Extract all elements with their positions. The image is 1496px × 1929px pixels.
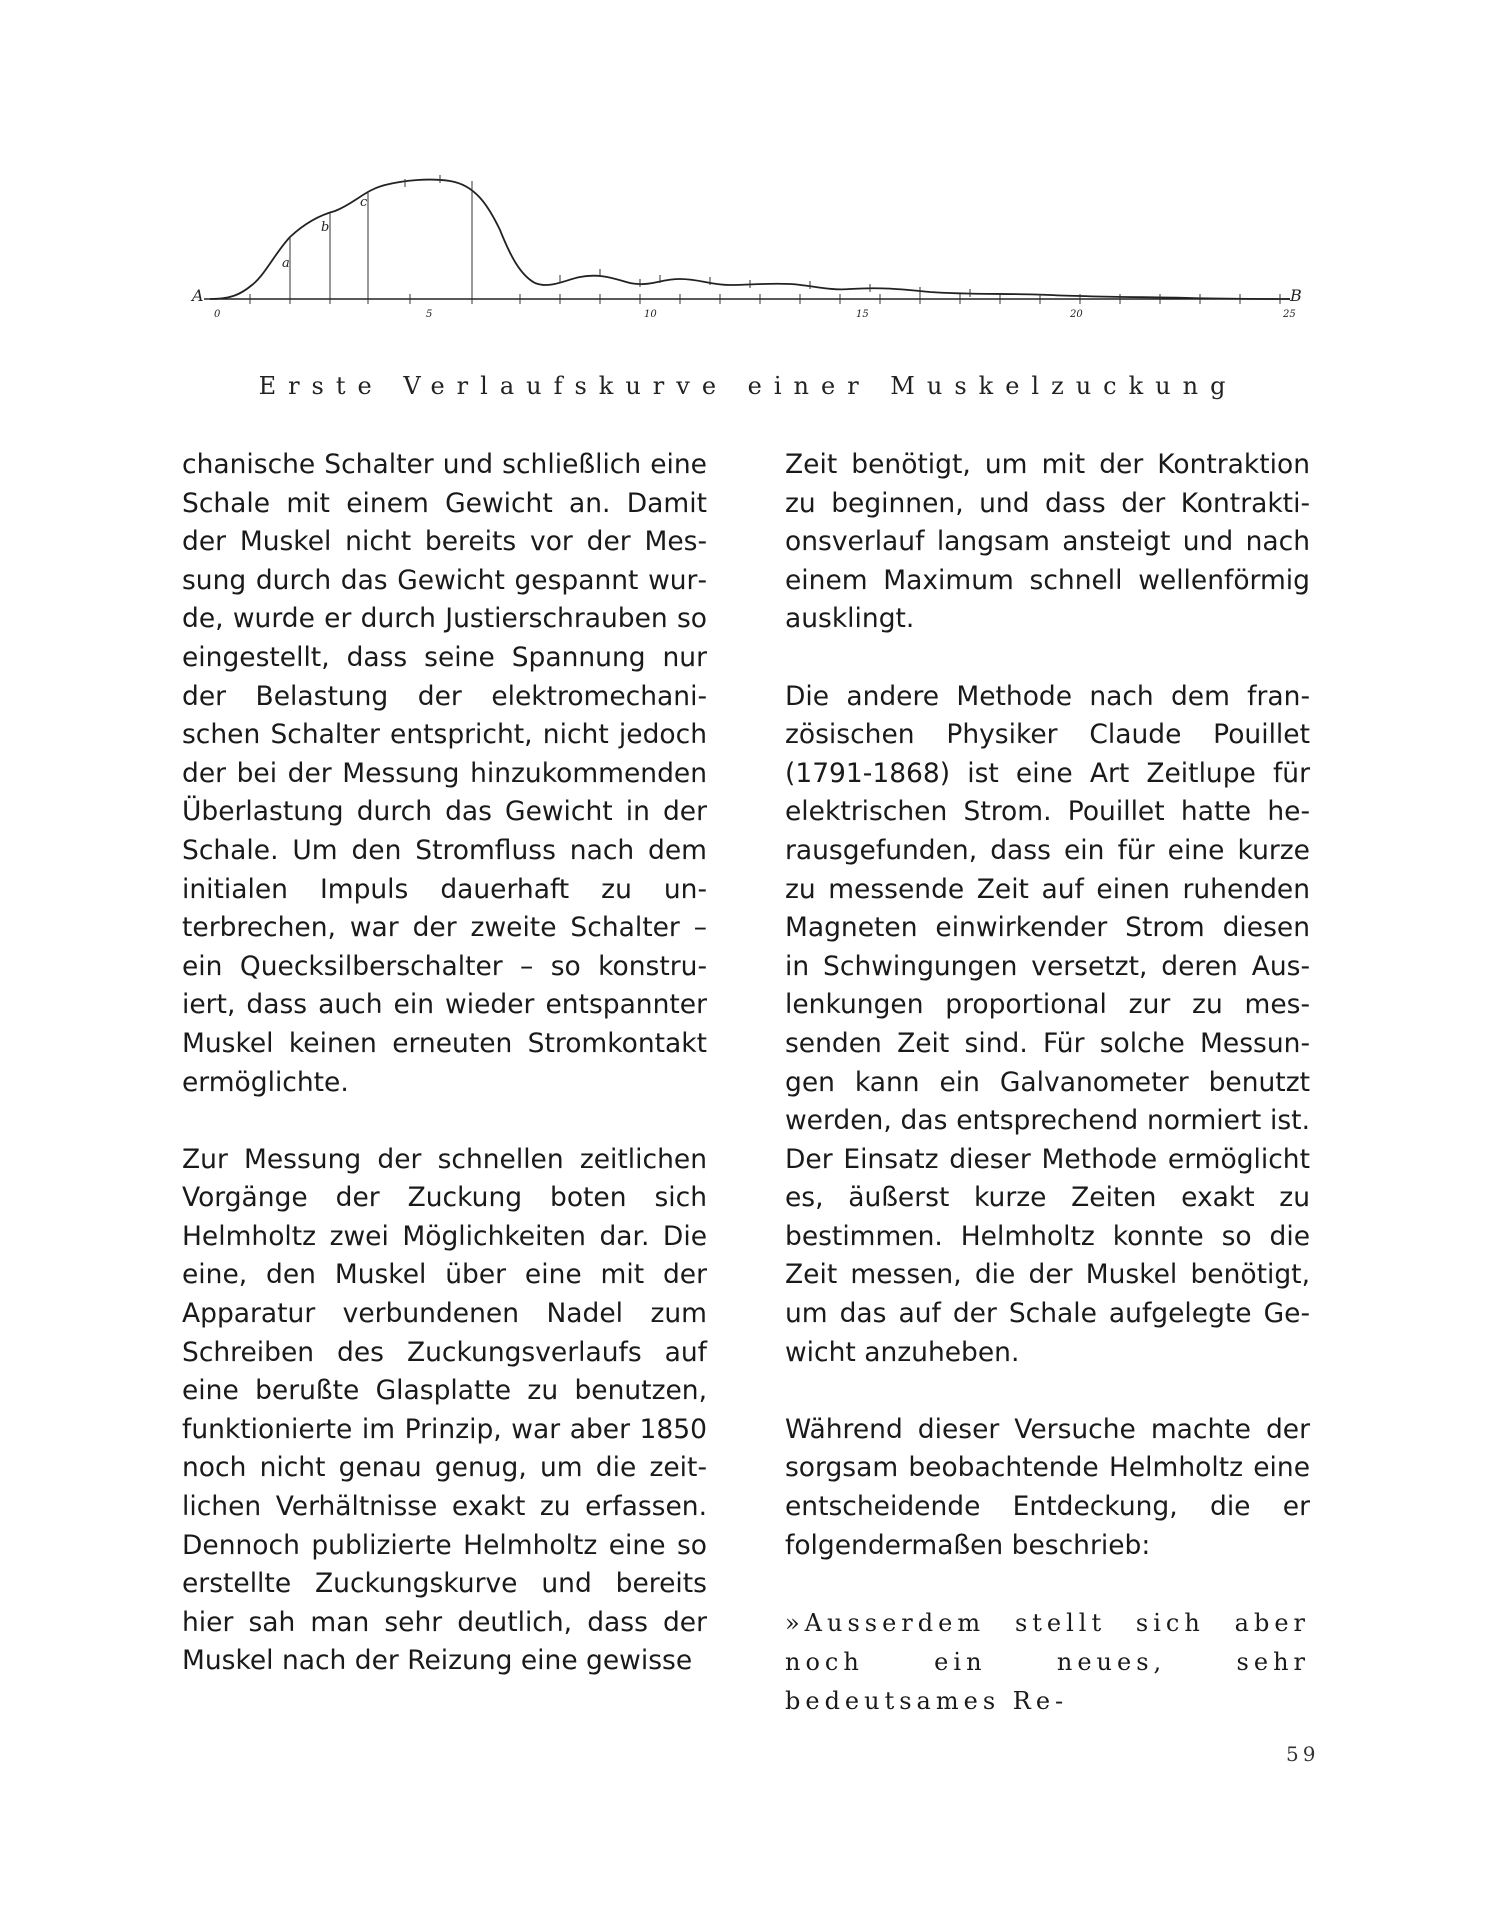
tick-label-15: 15 <box>856 309 869 320</box>
tick-label-10: 10 <box>644 309 657 320</box>
figure-caption: Erste Verlaufskurve einer Muskelzuckung <box>258 372 1238 400</box>
left-paragraph-1: chanische Schalter und schließlich eine Schale mit einem Gewicht an. Damit der Muskel nicht bereits vor der Messung durch das Gewicht gespannt wurde, wurde er durch Justierschrauben so eingestellt, dass seine Spannung nur der Belastung der elektromechanischen Schalter entspricht, nicht jedoch der bei der Messung hinzukommenden Überlastung durch das Gewicht in der Schale. Um den Stromfluss nach dem initialen Impuls dauerhaft zu unterbrechen, war der zweite Schalter – ein Quecksilberschalter – so konstruiert, dass auch ein wieder entspannter Muskel keinen erneuten Stromkontakt ermöglichte. <box>182 449 707 1098</box>
right-paragraph-3: Während dieser Versuche machte der sorgsam beobachtende Helmholtz eine entscheidende Entdeckung, die er folgendermaßen beschrieb: <box>785 1413 1310 1561</box>
label-a-start: A <box>192 286 204 305</box>
label-point-c: c <box>360 195 368 210</box>
quote-start: »Ausserdem stellt sich aber noch ein neues, sehr bedeutsames Re- <box>785 1608 1310 1715</box>
tick-label-25: 25 <box>1283 309 1296 320</box>
right-column <box>785 446 1310 1759</box>
label-point-a: a <box>282 256 290 271</box>
left-column <box>182 446 707 1720</box>
muscle-twitch-figure <box>190 175 1310 335</box>
page-number: 59 <box>1286 1742 1320 1766</box>
tick-label-0: 0 <box>214 309 221 320</box>
right-paragraph-1: Zeit benötigt, um mit der Kontraktion zu beginnen, und dass der Kontraktionsverlauf langsam ansteigt und nach einem Maximum schnell wellenförmig ausklingt. <box>785 449 1310 635</box>
label-b-end: B <box>1290 286 1302 305</box>
tick-label-5: 5 <box>426 309 433 320</box>
twitch-curve-drawing <box>190 175 1310 335</box>
label-point-b: b <box>321 220 330 235</box>
left-paragraph-2: Zur Messung der schnellen zeitlichen Vorgänge der Zuckung boten sich Helmholtz zwei Möglichkeiten dar. Die eine, den Muskel über eine mit der Apparatur verbundenen Nadel zum Schreiben des Zuckungsverlaufs auf eine berußte Glasplatte zu benutzen, funktionierte im Prinzip, war aber 1850 noch nicht genau genug, um die zeitlichen Verhältnisse exakt zu erfassen. Dennoch publizierte Helmholtz eine so erstellte Zuckungskurve und bereits hier sah man sehr deutlich, dass der Muskel nach der Reizung eine gewisse <box>182 1143 707 1677</box>
right-paragraph-2: Die andere Methode nach dem französischen Physiker Claude Pouillet (1791-1868) ist eine Art Zeitlupe für elektrischen Strom. Pouillet hatte herausgefunden, dass ein für eine kurze zu messende Zeit auf einen ruhenden Magneten einwirkender Strom diesen in Schwingungen versetzt, deren Auslenkungen proportional zur zu messenden Zeit sind. Für solche Messungen kann ein Galvanometer benutzt werden, das entsprechend normiert ist. Der Einsatz dieser Methode ermöglicht es, äußerst kurze Zeiten exakt zu bestimmen. Helmholtz konnte so die Zeit messen, die der Muskel benötigt, um das auf der Schale aufgelegte Gewicht anzuheben. <box>785 680 1310 1368</box>
tick-label-20: 20 <box>1070 309 1083 320</box>
